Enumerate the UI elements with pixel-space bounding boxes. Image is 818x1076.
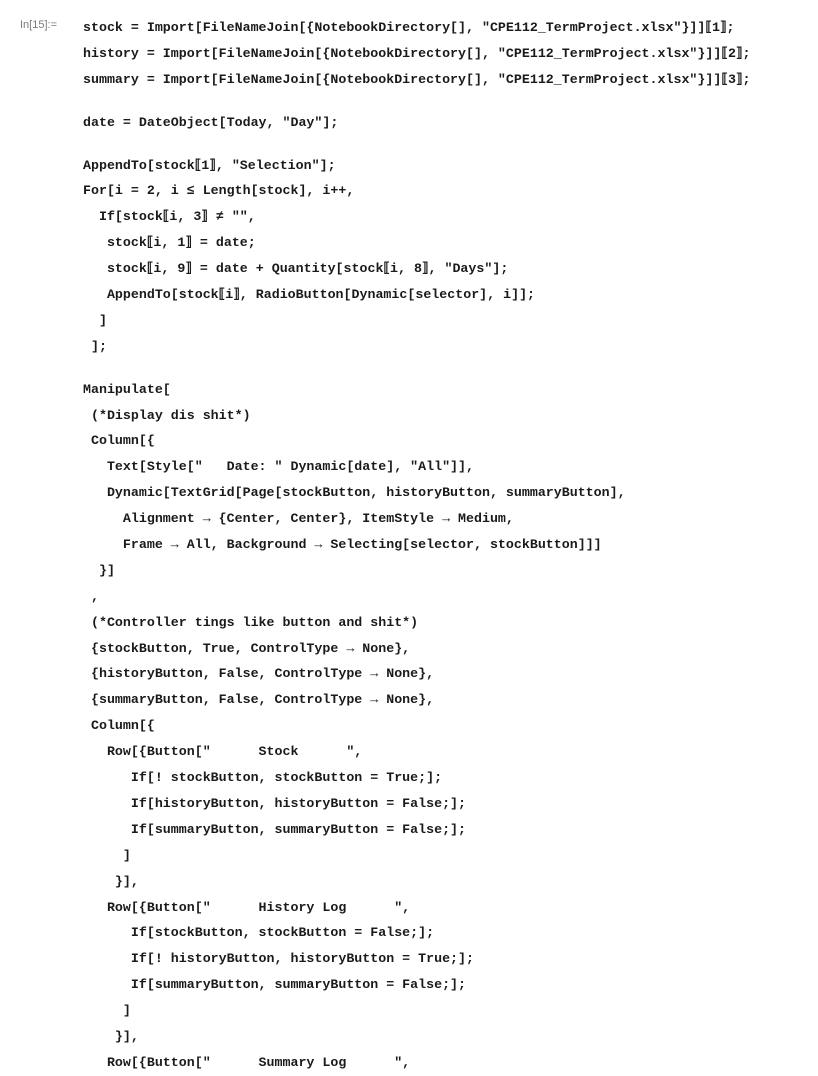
- blank-line: [83, 360, 750, 377]
- code-line: ]: [83, 1003, 131, 1019]
- code-line: Column[{: [83, 718, 155, 734]
- code-line: }],: [83, 1028, 139, 1044]
- code-input-cell[interactable]: [83, 15, 750, 1076]
- code-line: stock⟦i, 9⟧ = date + Quantity[stock⟦i, 8⟧, "Days"];: [83, 261, 509, 277]
- code-line: If[summaryButton, summaryButton = False;];: [83, 821, 467, 837]
- input-cell-label: In[15]:=: [20, 19, 58, 31]
- code-line: Column[{: [83, 433, 155, 449]
- blank-line: [83, 136, 750, 153]
- code-line: (*Display dis shit*): [83, 407, 251, 423]
- code-line: ]: [83, 847, 131, 863]
- code-line: }],: [83, 873, 139, 889]
- code-line: Row[{Button[" Summary Log ",: [83, 1054, 411, 1070]
- code-line: If[! historyButton, historyButton = True;];: [83, 951, 474, 967]
- code-line: If[stock⟦i, 3⟧ ≠ "",: [83, 209, 256, 225]
- code-line: For[i = 2, i ≤ Length[stock], i++,: [83, 183, 355, 199]
- code-line: Text[Style[" Date: " Dynamic[date], "All"]],: [83, 459, 474, 475]
- code-line: (*Controller tings like button and shit*): [83, 614, 419, 630]
- code-line: ,: [83, 588, 99, 604]
- code-line: AppendTo[stock⟦i⟧, RadioButton[Dynamic[selector], i]];: [83, 287, 536, 303]
- code-line: {historyButton, False, ControlType → None},: [83, 666, 435, 682]
- code-line: If[historyButton, historyButton = False;];: [83, 795, 467, 811]
- code-line: AppendTo[stock⟦1⟧, "Selection"];: [83, 157, 336, 173]
- code-line: Alignment → {Center, Center}, ItemStyle → Medium,: [83, 511, 514, 527]
- code-line: ]: [83, 312, 107, 328]
- code-line: If[summaryButton, summaryButton = False;];: [83, 977, 467, 993]
- blank-line: [83, 93, 750, 110]
- code-line: ];: [83, 338, 107, 354]
- code-line: If[! stockButton, stockButton = True;];: [83, 770, 443, 786]
- code-line: Frame → All, Background → Selecting[selector, stockButton]]]: [83, 537, 602, 553]
- code-line: {stockButton, True, ControlType → None},: [83, 640, 411, 656]
- code-line: }]: [83, 562, 115, 578]
- code-line: {summaryButton, False, ControlType → None},: [83, 692, 435, 708]
- code-line: history = Import[FileNameJoin[{NotebookDirectory[], "CPE112_TermProject.xlsx"}]]⟦2⟧;: [83, 45, 751, 61]
- code-line: summary = Import[FileNameJoin[{NotebookDirectory[], "CPE112_TermProject.xlsx"}]]⟦3⟧;: [83, 71, 751, 87]
- code-line: stock = Import[FileNameJoin[{NotebookDirectory[], "CPE112_TermProject.xlsx"}]]⟦1⟧;: [83, 20, 735, 35]
- code-line: If[stockButton, stockButton = False;];: [83, 925, 435, 941]
- code-line: Manipulate[: [83, 381, 171, 397]
- code-line: date = DateObject[Today, "Day"];: [83, 114, 339, 130]
- code-line: Dynamic[TextGrid[Page[stockButton, historyButton, summaryButton],: [83, 485, 626, 501]
- code-line: stock⟦i, 1⟧ = date;: [83, 235, 256, 251]
- code-line: Row[{Button[" History Log ",: [83, 899, 411, 915]
- code-line: Row[{Button[" Stock ",: [83, 744, 363, 760]
